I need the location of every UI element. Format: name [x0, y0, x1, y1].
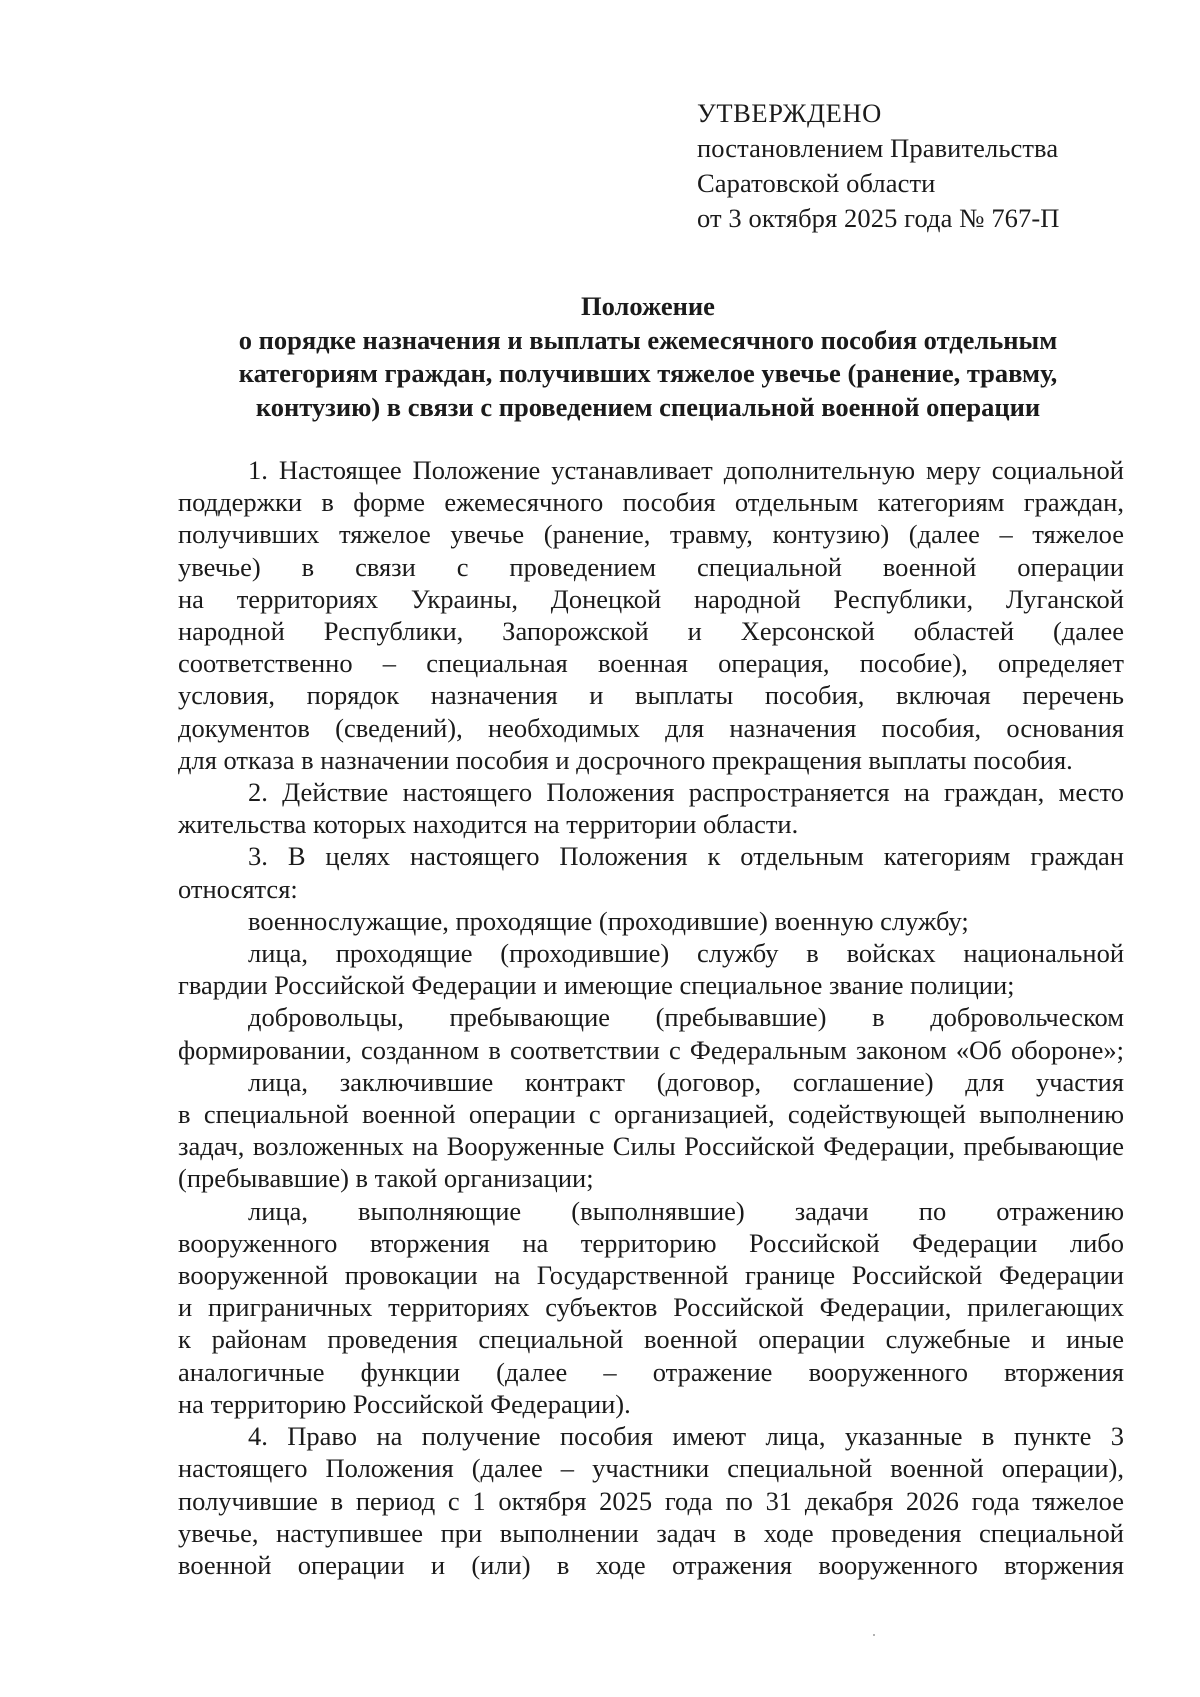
text-line: лица, выполняющие (выполнявшие) задачи по отражению — [248, 1195, 1124, 1226]
text-line: поддержки в форме ежемесячного пособия отдельным категориям граждан, — [178, 487, 1124, 518]
text-line: задач, возложенных на Вооруженные Силы Российской Федерации, пребывающие — [178, 1131, 1124, 1162]
heading-title: Положение — [581, 291, 715, 321]
heading-line-1: о порядке назначения и выплаты ежемесячного пособия отдельным — [238, 324, 1058, 355]
paragraph-6 — [178, 1001, 1124, 1065]
text-line: (пребывавшие) в такой организации; — [178, 1163, 594, 1194]
paragraph-3 — [178, 840, 1124, 904]
text-line: военнослужащие, проходящие (проходившие) военную службу; — [248, 905, 969, 936]
paragraph-8 — [178, 1195, 1124, 1420]
text-line: к районам проведения специальной военной операции служебные и иные — [178, 1324, 1124, 1355]
document-body — [178, 454, 1124, 1581]
heading-line-2: категориям граждан, получивших тяжелое увечье (ранение, травму, — [238, 358, 1058, 388]
text-line: на территориях Украины, Донецкой народной Республики, Луганской — [178, 583, 1124, 614]
text-line: вооруженного вторжения на территорию Российской Федерации либо — [178, 1227, 1124, 1258]
text-line: военной операции и (или) в ходе отражения вооруженного вторжения — [178, 1549, 1124, 1580]
paragraph-7 — [178, 1066, 1124, 1195]
heading-line-3: контузию) в связи с проведением специальной военной операции — [255, 391, 1041, 422]
text-line: народной Республики, Запорожской и Херсонской областей (далее — [178, 616, 1124, 647]
text-line: гвардии Российской Федерации и имеющие специальное звание полиции; — [178, 970, 1015, 1001]
text-line: для отказа в назначении пособия и досрочного прекращения выплаты пособия. — [178, 744, 1073, 775]
paragraph-4 — [178, 905, 1124, 937]
text-line: и приграничных территориях субъектов Российской Федерации, прилегающих — [178, 1292, 1124, 1323]
text-line: увечье, наступившее при выполнении задач в ходе проведения специальной — [178, 1517, 1124, 1548]
text-line: 2. Действие настоящего Положения распространяется на граждан, место — [248, 777, 1124, 808]
text-line: относятся: — [178, 873, 298, 904]
text-line: получившие в период с 1 октября 2025 года по 31 декабря 2026 года тяжелое — [178, 1485, 1124, 1516]
text-line: на территорию Российской Федерации). — [178, 1388, 631, 1419]
paragraph-5 — [178, 937, 1124, 1001]
approval-stamp-block — [697, 96, 1117, 236]
text-line: 4. Право на получение пособия имеют лица, указанные в пункте 3 — [248, 1421, 1124, 1452]
text-line: условия, порядок назначения и выплаты пособия, включая перечень — [178, 680, 1124, 711]
text-line: настоящего Положения (далее – участники специальной военной операции), — [178, 1453, 1124, 1484]
approval-line-3: от 3 октября 2025 года № 767-П — [697, 203, 1060, 233]
scan-dust-mark — [873, 1634, 875, 1636]
text-line: 1. Настоящее Положение устанавливает дополнительную меру социальной — [248, 455, 1124, 485]
text-line: в специальной военной операции с организацией, содействующей выполнению — [178, 1099, 1124, 1130]
paragraph-1 — [178, 454, 1124, 776]
text-line: соответственно – специальная военная операция, пособие), определяет — [178, 648, 1124, 679]
approval-line-1: постановлением Правительства — [697, 133, 1059, 163]
text-line: аналогичные функции (далее – отражение вооруженного вторжения — [178, 1356, 1124, 1387]
paragraph-9 — [178, 1420, 1124, 1581]
text-line: документов (сведений), необходимых для назначения пособия, основания — [178, 712, 1124, 743]
text-line: добровольцы, пребывающие (пребывавшие) в добровольческом — [248, 1002, 1124, 1033]
paragraph-2 — [178, 776, 1124, 840]
text-line: лица, заключившие контракт (договор, соглашение) для участия — [248, 1066, 1124, 1097]
text-line: вооруженной провокации на Государственной границе Российской Федерации — [178, 1260, 1124, 1291]
text-line: формировании, созданном в соответствии с Федеральным законом «Об обороне»; — [178, 1034, 1124, 1065]
document-heading — [178, 290, 1118, 424]
text-line: лица, проходящие (проходившие) службу в войсках национальной — [248, 938, 1124, 969]
text-line: получивших тяжелое увечье (ранение, травму, контузию) (далее – тяжелое — [178, 519, 1124, 550]
approval-title: УТВЕРЖДЕНО — [697, 98, 882, 128]
text-line: жительства которых находится на территории области. — [178, 809, 799, 840]
text-line: увечье) в связи с проведением специальной военной операции — [178, 551, 1124, 582]
text-line: 3. В целях настоящего Положения к отдельным категориям граждан — [248, 841, 1124, 872]
approval-line-2: Саратовской области — [697, 168, 936, 198]
